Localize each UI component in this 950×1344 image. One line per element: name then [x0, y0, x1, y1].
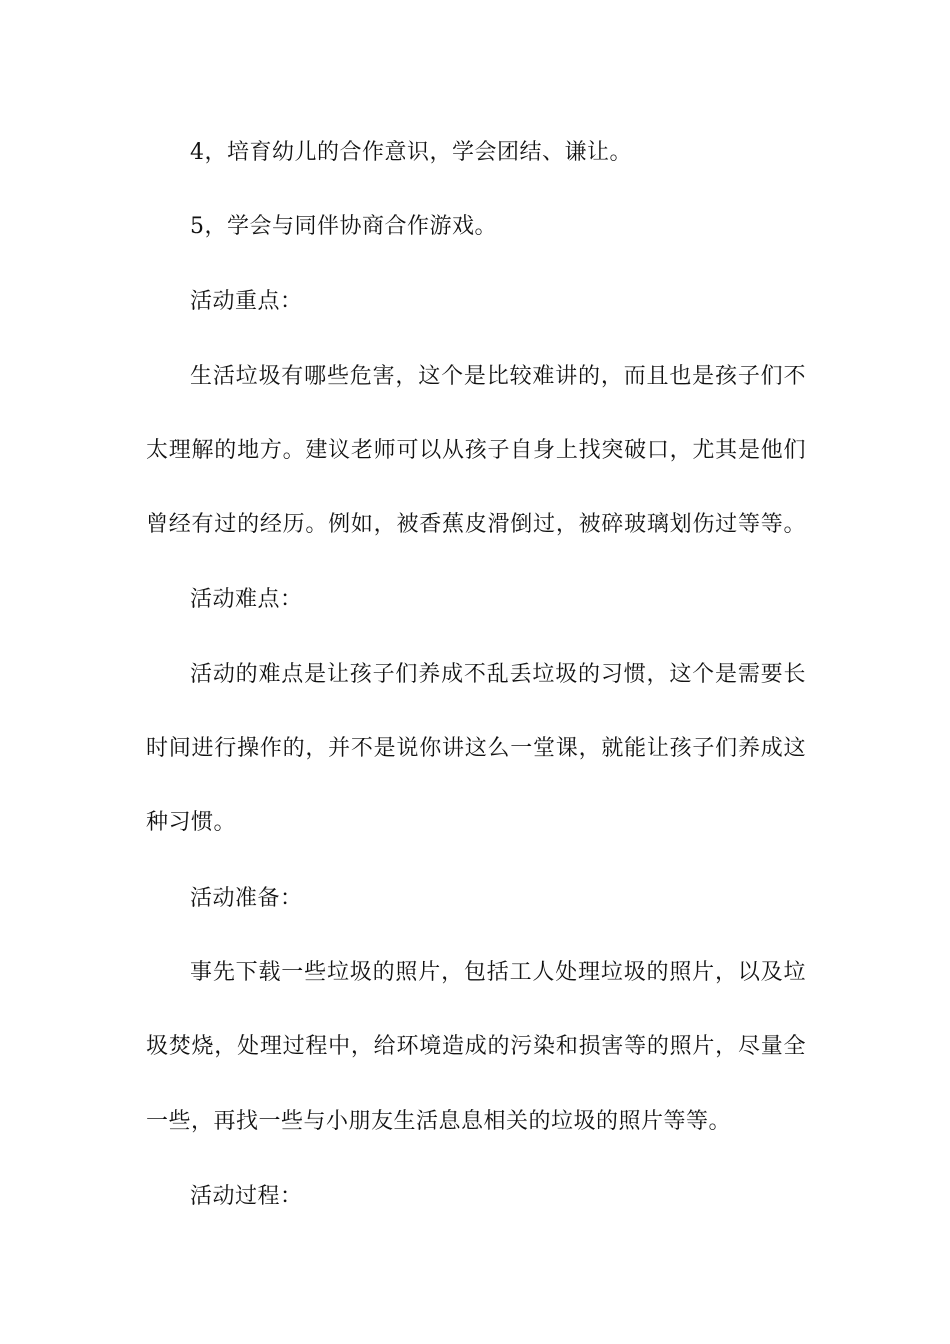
preparation-line-3: 一些，再找一些与小朋友生活息息相关的垃圾的照片等等。 [146, 1109, 732, 1134]
difficulties-line-1: 活动的难点是让孩子们养成不乱丢垃圾的习惯，这个是需要长 [190, 662, 806, 687]
preparation-line-2: 圾焚烧，处理过程中，给环境造成的污染和损害等的照片，尽量全 [146, 1034, 806, 1059]
difficulties-line-3: 种习惯。 [146, 810, 237, 835]
objective-4: 4，培育幼儿的合作意识，学会团结、谦让。 [190, 140, 632, 165]
key-points-line-3: 曾经有过的经历。例如，被香蕉皮滑倒过，被碎玻璃划伤过等等。 [146, 512, 806, 537]
preparation-line-1: 事先下载一些垃圾的照片，包括工人处理垃圾的照片，以及垃 [190, 960, 806, 985]
key-points-line-2: 太理解的地方。建议老师可以从孩子自身上找突破口，尤其是他们 [146, 438, 806, 463]
difficulties-line-2: 时间进行操作的，并不是说你讲这么一堂课，就能让孩子们养成这 [146, 736, 806, 761]
heading-process: 活动过程： [190, 1184, 303, 1209]
objective-5: 5，学会与同伴协商合作游戏。 [190, 214, 497, 239]
key-points-line-1: 生活垃圾有哪些危害，这个是比较难讲的，而且也是孩子们不 [190, 364, 806, 389]
heading-difficulties: 活动难点： [190, 587, 303, 612]
heading-preparation: 活动准备： [190, 886, 303, 911]
heading-key-points: 活动重点： [190, 289, 303, 314]
